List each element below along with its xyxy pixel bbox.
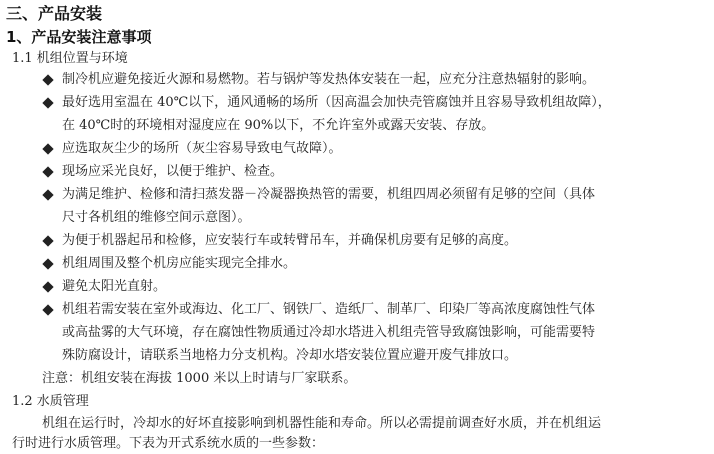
- water-quality-paragraph-line: 行时进行水质管理。下表为开式系统水质的一些参数：: [12, 436, 325, 451]
- bullet-line-cont: 尺寸各机组的维修空间示意图）。: [62, 210, 251, 225]
- altitude-note: 注意：机组安装在海拔 1000 米以上时请与厂家联系。: [42, 371, 357, 386]
- section-heading: 三、产品安装: [6, 4, 103, 23]
- diamond-bullet-icon: [42, 235, 53, 246]
- bullet-line: 机组若需安装在室外或海边、化工厂、钢铁厂、造纸厂、制革厂、印染厂等高浓度腐蚀性气体: [62, 302, 596, 317]
- bullet-line: 机组周围及整个机房应能实现完全排水。: [62, 256, 297, 271]
- bullet-line: 制冷机应避免接近火源和易燃物。若与锅炉等发热体安装在一起，应充分注意热辐射的影响。: [62, 72, 596, 87]
- sec-1-2-title: 1.2 水质管理: [12, 394, 89, 409]
- diamond-bullet-icon: [42, 189, 53, 200]
- water-quality-paragraph-line: 机组在运行时，冷却水的好坏直接影响到机器性能和寿命。所以必需提前调查好水质，并在机组运: [42, 416, 602, 431]
- sec-1-1-title: 1.1 机组位置与环境: [12, 51, 128, 66]
- bullet-line: 为满足维护、检修和清扫蒸发器－冷凝器换热管的需要，机组四周必须留有足够的空间（具体: [62, 187, 596, 202]
- bullet-line: 最好选用室温在 40℃以下，通风通畅的场所（因高温会加快壳管腐蚀并且容易导致机组故障），: [62, 95, 611, 110]
- bullet-line-cont: 殊防腐设计，请联系当地格力分支机构。冷却水塔安装位置应避开废气排放口。: [62, 348, 518, 363]
- diamond-bullet-icon: [42, 97, 53, 108]
- bullet-line: 现场应采光良好，以便于维护、检查。: [62, 164, 284, 179]
- bullet-line: 避免太阳光直射。: [62, 279, 167, 294]
- bullet-line-cont: 在 40℃时的环境相对湿度应在 90%以下，不允许室外或露天安装、存放。: [62, 118, 495, 133]
- diamond-bullet-icon: [42, 281, 53, 292]
- bullet-line-cont: 或高盐雾的大气环境，存在腐蚀性物质通过冷却水塔进入机组壳管导致腐蚀影响，可能需要特: [62, 325, 596, 340]
- diamond-bullet-icon: [42, 304, 53, 315]
- diamond-bullet-icon: [42, 74, 53, 85]
- diamond-bullet-icon: [42, 166, 53, 177]
- subsection-heading: 1、产品安装注意事项: [6, 28, 152, 46]
- diamond-bullet-icon: [42, 143, 53, 154]
- diamond-bullet-icon: [42, 258, 53, 269]
- bullet-line: 为便于机器起吊和检修，应安装行车或转臂吊车，并确保机房要有足够的高度。: [62, 233, 518, 248]
- bullet-line: 应选取灰尘少的场所（灰尘容易导致电气故障）。: [62, 141, 342, 156]
